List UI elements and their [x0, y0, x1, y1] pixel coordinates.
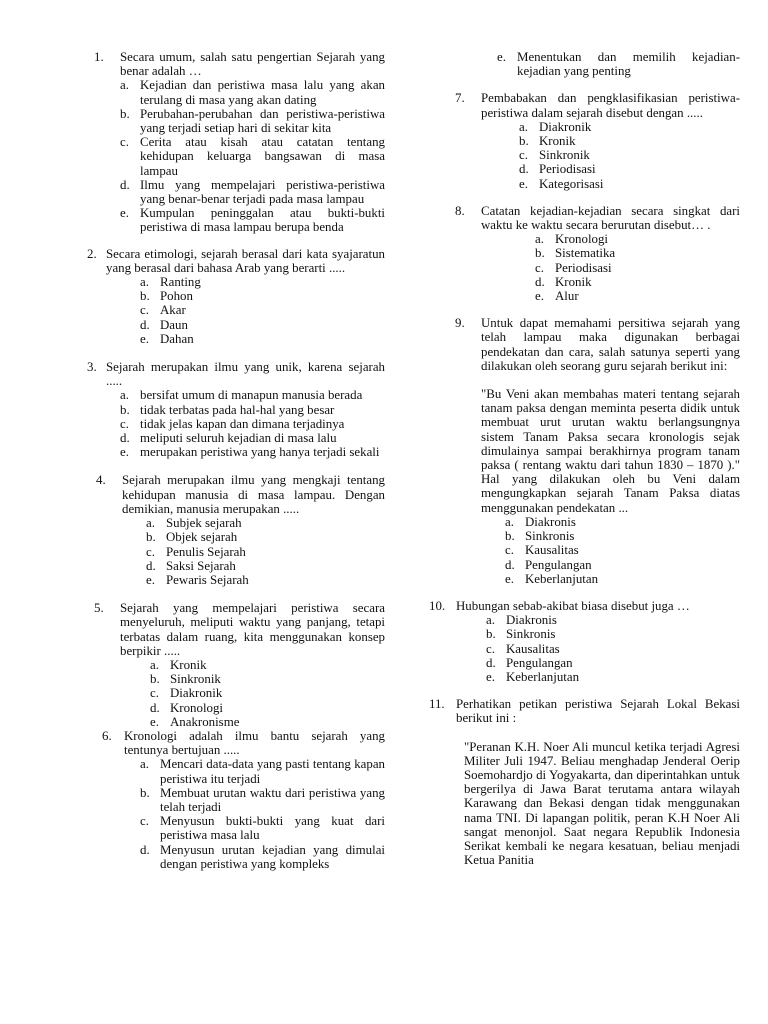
question-quote: "Bu Veni akan membahas materi tentang sejarah tanam paksa dengan meminta peserta didik untuk membuat urut urutan waktu berlangsungnya sistem Tanam Paksa secara kronologis sejak dimulainya sampai berakhirnya program tanam paksa ( rentang waktu dari tahun 1830 – 1870 )." Hal yang dilakukan oleh bu Veni dalam mengungkapkan sejarah Tanam Paksa diatas menggunakan pendekatan ... — [481, 387, 740, 515]
option-a: a. Kronik — [150, 657, 207, 672]
option-e: e. Keberlanjutan — [505, 571, 599, 586]
question-number: 10. — [429, 598, 446, 613]
option-c: c. Akar — [140, 303, 186, 318]
question-number: 9. — [455, 316, 465, 331]
option-b: b. Objek sejarah — [146, 530, 238, 545]
question-text: Sejarah merupakan ilmu yang unik, karena sejarah ..... — [106, 360, 385, 389]
question-2 — [80, 247, 385, 346]
option-d: d. Periodisasi — [519, 162, 596, 177]
question-8 — [455, 204, 740, 303]
question-number: 2. — [87, 246, 97, 261]
question-text: Untuk dapat memahami persitiwa sejarah yang telah lampau maka digunakan berbagai pendekatan dan cara, salah satunya seperti yang dilakukan oleh seorang guru sejarah berikut ini: — [481, 316, 740, 373]
option-c: c. Cerita atau kisah atau catatan tentang kehidupan keluarga bangsawan di masa lampau — [120, 135, 385, 178]
question-number: 4. — [96, 473, 106, 488]
question-number: 5. — [94, 601, 104, 616]
question-6-continued — [497, 50, 740, 78]
left-column — [80, 50, 385, 871]
option-a: a. Mencari data-data yang pasti tentang kapan peristiwa itu terjadi — [140, 757, 385, 786]
question-4 — [96, 473, 385, 587]
question-number: 7. — [455, 91, 465, 106]
question-text: Secara etimologi, sejarah berasal dari kata syajaratun yang berasal dari bahasa Arab yang berarti ..... — [106, 246, 385, 275]
question-1 — [94, 50, 385, 235]
option-a: a. Kronologi — [535, 232, 608, 247]
question-text: Secara umum, salah satu pengertian Sejarah yang benar adalah … — [120, 50, 385, 79]
option-e: e. Keberlanjutan — [486, 669, 580, 684]
question-9 — [455, 316, 740, 586]
option-a: a. Kejadian dan peristiwa masa lalu yang akan terulang di masa yang akan dating — [120, 78, 385, 107]
option-d: d. Saksi Sejarah — [146, 558, 236, 573]
question-number: 1. — [94, 50, 104, 64]
question-quote: "Peranan K.H. Noer Ali muncul ketika terjadi Agresi Militer Juli 1947. Beliau menghadap Jenderal Oerip Soemohardjo di Yogyakarta, dan diperintahkan untuk bergerilya di Jawa Barat terutama antara wilayah Karawang dan Bekasi dengan tidak menggunakan nama TNI. Di lapangan politik, peran K.H Noer Ali sangat menonjol. Saat negara Republik Indonesia Serikat kembali ke negara kesatuan, beliau menjadi Ketua Panitia — [464, 739, 740, 868]
question-text: Catatan kejadian-kejadian secara singkat dari waktu ke waktu secara berurutan disebut… . — [481, 203, 740, 233]
option-b: b. Pohon — [140, 289, 193, 304]
question-text: Hubungan sebab-akibat biasa disebut juga … — [456, 598, 690, 613]
option-a: a. Ranting — [140, 275, 201, 290]
option-a: a. bersifat umum di manapun manusia berada — [120, 388, 363, 403]
option-c: c. Penulis Sejarah — [146, 544, 246, 559]
question-7 — [455, 91, 740, 190]
option-d: d. Kronologi — [150, 700, 223, 715]
option-b: b. tidak terbatas pada hal-hal yang besar — [120, 402, 335, 417]
option-c: c. Kausalitas — [486, 641, 560, 656]
option-d: d. Pengulangan — [505, 557, 592, 572]
question-number: 11. — [429, 697, 445, 712]
option-a: a. Diakronik — [519, 119, 592, 134]
question-5 — [94, 601, 385, 729]
option-b: b. Sistematika — [535, 246, 616, 261]
option-d: d. Menyusun urutan kejadian yang dimulai dengan peristiwa yang kompleks — [140, 842, 385, 871]
option-c: c. Diakronik — [150, 686, 223, 701]
option-a: a. Diakronis — [486, 613, 557, 628]
option-e: e. Menentukan dan memilih kejadian-kejadian yang penting — [497, 50, 740, 79]
option-d: d. Daun — [140, 317, 188, 332]
question-number: 6. — [102, 728, 112, 743]
option-b: b. Sinkronis — [505, 529, 575, 544]
option-e: e. Kategorisasi — [519, 176, 604, 191]
option-e: e. Pewaris Sejarah — [146, 572, 249, 587]
question-text: Sejarah yang mempelajari peristiwa secara menyeluruh, meliputi waktu yang panjang, tetapi terbatas dalam ruang, kita menggunakan konsep berpikir ..... — [120, 601, 385, 658]
option-e: e. Dahan — [140, 331, 194, 346]
option-b: b. Membuat urutan waktu dari peristiwa yang telah terjadi — [140, 785, 385, 814]
question-text: Sejarah merupakan ilmu yang mengkaji tentang kehidupan manusia di masa lampau. Dengan demikian, manusia merupakan ..... — [122, 473, 385, 516]
question-number: 3. — [87, 360, 97, 375]
option-d: d. Ilmu yang mempelajari peristiwa-peristiwa yang benar-benar terjadi pada masa lampau — [120, 177, 385, 207]
option-b: b. Sinkronik — [150, 672, 221, 687]
option-a: a. Subjek sejarah — [146, 516, 242, 531]
option-e: e. Alur — [535, 289, 579, 304]
option-c: c. Kausalitas — [505, 543, 579, 558]
option-c: c. tidak jelas kapan dan dimana terjadinya — [120, 416, 345, 431]
question-text: Kronologi adalah ilmu bantu sejarah yang tentunya bertujuan ..... — [124, 728, 385, 758]
option-d: d. Pengulangan — [486, 655, 573, 670]
right-column — [429, 50, 740, 868]
option-c: c. Periodisasi — [535, 260, 612, 275]
question-text: Pembabakan dan pengklasifikasian peristiwa-peristiwa dalam sejarah disebut dengan ..... — [481, 91, 740, 120]
question-number: 8. — [455, 203, 465, 218]
option-d: d. Kronik — [535, 274, 592, 289]
option-c: c. Sinkronik — [519, 148, 590, 163]
question-3 — [80, 360, 385, 459]
option-b: b. Perubahan-perubahan dan peristiwa-peristiwa yang terjadi setiap hari di sekitar kita — [120, 106, 385, 136]
option-c: c. Menyusun bukti-bukti yang kuat dari peristiwa masa lalu — [140, 814, 385, 843]
question-text: Perhatikan petikan peristiwa Sejarah Lokal Bekasi berikut ini : — [456, 697, 740, 726]
question-10 — [429, 599, 740, 684]
option-b: b. Kronik — [519, 134, 576, 149]
question-11 — [429, 697, 740, 867]
question-6 — [102, 729, 385, 871]
option-e: e. merupakan peristiwa yang hanya terjadi sekali — [120, 445, 380, 460]
option-a: a. Diakronis — [505, 514, 576, 529]
option-e: e. Kumpulan peninggalan atau bukti-bukti peristiwa di masa lampau berupa benda — [120, 206, 385, 235]
option-d: d. meliputi seluruh kejadian di masa lalu — [120, 431, 337, 446]
option-b: b. Sinkronis — [486, 627, 556, 642]
option-e: e. Anakronisme — [150, 714, 240, 729]
